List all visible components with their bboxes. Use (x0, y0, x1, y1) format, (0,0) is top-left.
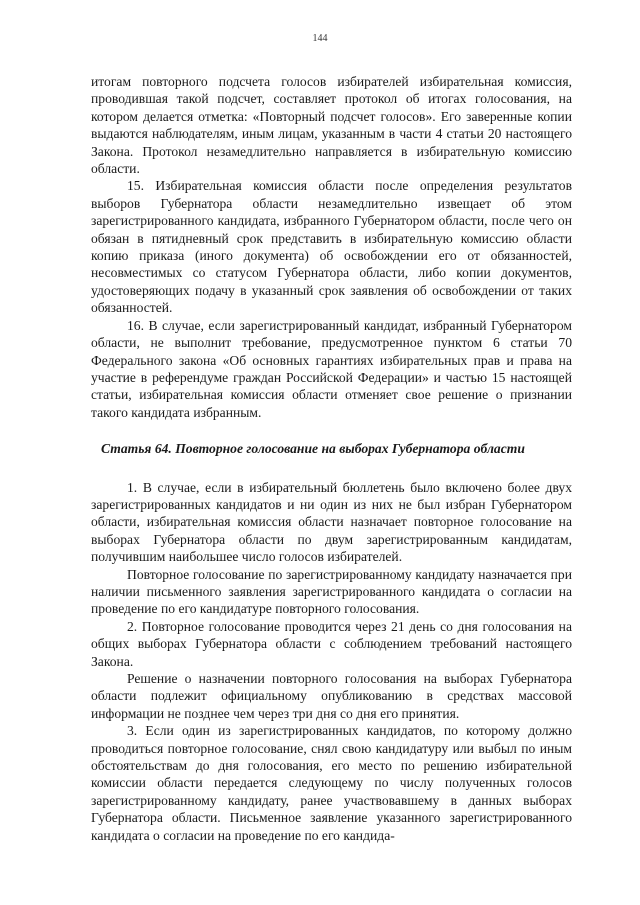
paragraph-item-16: 16. В случае, если зарегистрированный кандидат, избранный Губернатором области, не выполнит требование, предусмотренное пунктом 6 статьи 70 Федерального закона «Об основных гарантиях избирательных прав и права на участие в референдуме граждан Российской Федерации» и частью 15 настоящей статьи, избирательная комиссия области отменяет свое решение о признании такого кандидата избранным. (91, 317, 572, 420)
paragraph-continuation: итогам повторного подсчета голосов избирателей избирательная комиссия, проводившая такой подсчет, составляет протокол об итогах голосования, на котором делается отметка: «Повторный подсчет голосов». Его заверенные копии выдаются наблюдателям, иным лицам, указанным в части 4 статьи 20 настоящего Закона. Протокол незамедлительно направляется в избирательную комиссию области. (91, 74, 572, 177)
document-body (91, 73, 572, 844)
paragraph-item-2-continued: Решение о назначении повторного голосования на выборах Губернатора области подлежит официальному опубликованию в средствах массовой информации не позднее чем через три дня со дня его принятия. (91, 671, 572, 721)
paragraph-item-1: 1. В случае, если в избирательный бюллетень было включено более двух зарегистрированных кандидатов и ни один из них не был избран Губернатором области, избирательная комиссия области назначает повторное голосование на выборах Губернатора области по двум зарегистрированным кандидатам, получившим наибольшее число голосов избирателей. (91, 479, 572, 565)
paragraph-item-3: 3. Если один из зарегистрированных кандидатов, по которому должно проводиться повторное голосование, снял свою кандидатуру или выбыл по иным обстоятельствам до дня голосования, его место по решению избирательной комиссии области передается следующему по числу полученных голосов зарегистрированному кандидату, ранее участвовавшему в данных выборах Губернатора области. Письменное заявление указанного зарегистрированного кандидата о согласии на проведение по его кандида- (91, 723, 572, 843)
paragraph-item-2: 2. Повторное голосование проводится через 21 день со дня голосования на общих выборах Губернатора области с соблюдением требований настоящего Закона. (91, 618, 572, 669)
article-heading: Статья 64. Повторное голосование на выборах Губернатора области (101, 441, 525, 457)
paragraph-item-15: 15. Избирательная комиссия области после определения результатов выборов Губернатора области незамедлительно извещает об этом зарегистрированного кандидата, избранного Губернатором области, после чего он обязан в пятидневный срок представить в избирательную комиссию области копию приказа (иного документа) об освобождении его от обязанностей, несовместимых со статусом Губернатора области, либо копии документов, удостоверяющих подачу в указанный срок заявления об освобождении от таких обязанностей. (91, 178, 572, 316)
paragraph-item-1-continued: Повторное голосование по зарегистрированному кандидату назначается при наличии письменного заявления зарегистрированного кандидата о согласии на проведение по его кандидатуре повторного голосования. (91, 566, 572, 617)
page-number: 144 (312, 33, 328, 44)
